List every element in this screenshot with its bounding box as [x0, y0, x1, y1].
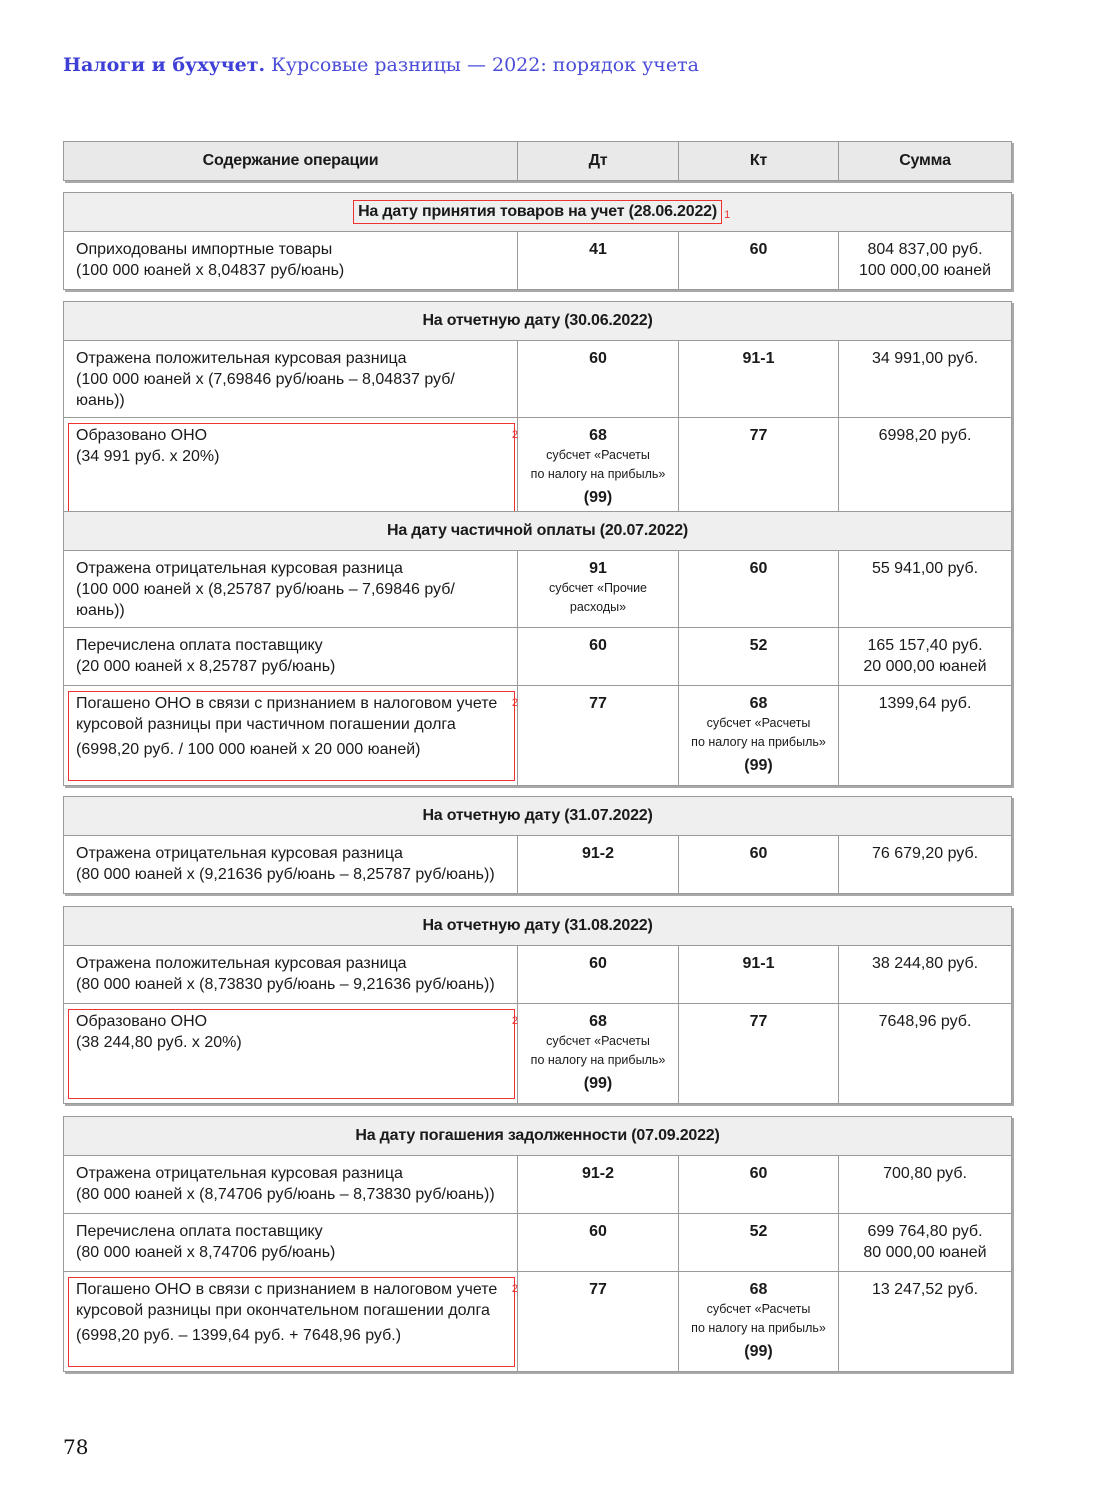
subaccount-line: субсчет «Прочие [548, 581, 648, 595]
amount-value: 38 244,80 руб. [871, 955, 979, 972]
operation-line: (38 244,80 руб. х 20%) [76, 1034, 242, 1051]
operation-line: (6998,20 руб. – 1399,64 руб. + 7648,96 руб.) [76, 1327, 402, 1344]
credit-account: 68 [749, 695, 768, 712]
posting-block [63, 906, 1012, 1104]
operation-line: Отражена положительная курсовая разница [76, 955, 407, 972]
subaccount-line: по налогу на прибыль» [691, 1321, 826, 1335]
amount-cell [839, 946, 1012, 1004]
credit-account: 60 [749, 1165, 768, 1182]
table-row [64, 836, 1012, 894]
amount-value: 13 247,52 руб. [871, 1281, 979, 1298]
operation-line: Образовано ОНО [76, 427, 208, 444]
debit-account: 41 [589, 241, 607, 258]
page-number: 78 [63, 1435, 89, 1459]
credit-cell [679, 628, 839, 686]
amount-value: 100 000,00 юаней [858, 262, 992, 279]
amount-cell [839, 418, 1012, 518]
operation-line: (20 000 юаней х 8,25787 руб/юань) [76, 658, 336, 675]
debit-account: 68 [589, 1013, 607, 1030]
credit-account: 52 [749, 637, 768, 654]
running-head [63, 54, 699, 76]
operation-line: Образовано ОНО [76, 1013, 208, 1030]
credit-account: 91-1 [742, 350, 775, 367]
amount-value: 1399,64 руб. [878, 695, 972, 712]
subaccount-code: (99) [744, 757, 773, 774]
operation-line: (80 000 юаней х 8,74706 руб/юань) [76, 1244, 336, 1261]
operation-cell [64, 232, 518, 290]
debit-cell [518, 628, 679, 686]
credit-cell [679, 341, 839, 418]
amount-cell [839, 551, 1012, 628]
subaccount-line: по налогу на прибыль» [530, 1053, 666, 1067]
column-header-amount: Сумма [839, 142, 1012, 181]
debit-account: 77 [589, 695, 607, 712]
subaccount-line: субсчет «Расчеты [546, 1034, 650, 1048]
posting-block [63, 511, 1012, 786]
operation-line: Погашено ОНО в связи с признанием в налоговом учете [76, 695, 498, 712]
amount-value: 6998,20 руб. [878, 427, 972, 444]
credit-account: 52 [749, 1223, 768, 1240]
amount-cell [839, 1214, 1012, 1272]
credit-account: 60 [749, 241, 768, 258]
block-title [64, 193, 1012, 232]
credit-account: 60 [749, 560, 768, 577]
subaccount-line: по налогу на прибыль» [691, 735, 826, 749]
operation-line: (34 991 руб. х 20%) [76, 448, 220, 465]
operation-cell [64, 418, 518, 518]
debit-cell [518, 418, 679, 518]
operation-cell [64, 551, 518, 628]
amount-value: 165 157,40 руб. [867, 637, 983, 654]
operation-line: Отражена отрицательная курсовая разница [76, 1165, 403, 1182]
debit-account: 91-2 [581, 1165, 615, 1182]
credit-account: 68 [749, 1281, 768, 1298]
credit-cell [679, 1272, 839, 1372]
debit-account: 60 [589, 1223, 607, 1240]
block-title: На отчетную дату (31.08.2022) [64, 907, 1012, 946]
table-row [64, 1214, 1012, 1272]
debit-cell [518, 1004, 679, 1104]
block-title: На дату частичной оплаты (20.07.2022) [64, 512, 1012, 551]
credit-cell [679, 686, 839, 786]
credit-cell [679, 1156, 839, 1214]
debit-account: 68 [589, 427, 607, 444]
table-row [64, 1004, 1012, 1104]
credit-account: 77 [749, 427, 768, 444]
amount-cell [839, 232, 1012, 290]
posting-block [63, 192, 1012, 290]
amount-cell [839, 1156, 1012, 1214]
operation-line: (80 000 юаней х (8,73830 руб/юань – 9,21636 руб/юань)) [76, 976, 495, 993]
column-header-credit: Кт [679, 142, 839, 181]
amount-value: 34 991,00 руб. [871, 350, 979, 367]
operation-cell [64, 686, 518, 786]
amount-cell [839, 341, 1012, 418]
debit-account: 60 [589, 637, 607, 654]
debit-cell [518, 686, 679, 786]
section-title: Налоги и бухучет. [63, 54, 266, 76]
credit-account: 60 [749, 845, 768, 862]
debit-account: 91 [589, 560, 607, 577]
debit-cell [518, 836, 679, 894]
table-row [64, 341, 1012, 418]
posting-block [63, 301, 1012, 518]
topic-title: Курсовые разницы — 2022: порядок учета [271, 54, 699, 76]
credit-cell [679, 551, 839, 628]
debit-cell [518, 1214, 679, 1272]
column-header-debit: Дт [518, 142, 679, 181]
credit-cell [679, 1004, 839, 1104]
block-title: На дату погашения задолженности (07.09.2022) [64, 1117, 1012, 1156]
credit-cell [679, 946, 839, 1004]
operation-line: Перечислена оплата поставщику [76, 637, 323, 654]
amount-value: 55 941,00 руб. [871, 560, 979, 577]
posting-block [63, 796, 1012, 894]
operation-line: Погашено ОНО в связи с признанием в налоговом учете [76, 1281, 498, 1298]
amount-cell [839, 628, 1012, 686]
amount-value: 700,80 руб. [883, 1165, 967, 1182]
credit-account: 91-1 [742, 955, 775, 972]
table-row [64, 1272, 1012, 1372]
operation-cell [64, 628, 518, 686]
block-title: На отчетную дату (30.06.2022) [64, 302, 1012, 341]
operation-cell [64, 1214, 518, 1272]
operation-cell [64, 836, 518, 894]
annotation-box [353, 200, 730, 224]
block-title-text: На дату принятия товаров на учет (28.06.2022) [358, 203, 717, 220]
table-row [64, 628, 1012, 686]
debit-cell [518, 551, 679, 628]
debit-account: 60 [589, 350, 607, 367]
operation-line: Оприходованы импортные товары [76, 241, 333, 258]
subaccount-line: расходы» [569, 600, 627, 614]
table-header [63, 141, 1012, 181]
credit-cell [679, 1214, 839, 1272]
operation-line: (6998,20 руб. / 100 000 юаней х 20 000 юаней) [76, 741, 421, 758]
operation-cell [64, 341, 518, 418]
subaccount-line: субсчет «Расчеты [706, 1302, 811, 1316]
subaccount-line: субсчет «Расчеты [706, 716, 811, 730]
amount-cell [839, 836, 1012, 894]
operation-line: (100 000 юаней х (8,25787 руб/юань – 7,69846 руб/юань)) [76, 581, 455, 619]
amount-cell [839, 1272, 1012, 1372]
subaccount-code: (99) [583, 489, 613, 506]
amount-value: 804 837,00 руб. [867, 241, 983, 258]
annotation-label: 2 [511, 1015, 518, 1027]
amount-value: 20 000,00 юаней [863, 658, 987, 675]
credit-cell [679, 418, 839, 518]
debit-cell [518, 1156, 679, 1214]
debit-account: 91-2 [581, 845, 615, 862]
table-row [64, 551, 1012, 628]
debit-cell [518, 1272, 679, 1372]
table-row [64, 946, 1012, 1004]
subaccount-code: (99) [744, 1343, 773, 1360]
subaccount-line: субсчет «Расчеты [546, 448, 650, 462]
credit-cell [679, 836, 839, 894]
table-row [64, 686, 1012, 786]
annotation-label: 2 [511, 697, 518, 709]
table-row [64, 1156, 1012, 1214]
annotation-label: 2 [511, 429, 518, 441]
operation-line: (100 000 юаней х 8,04837 руб/юань) [76, 262, 345, 279]
debit-account: 77 [589, 1281, 607, 1298]
amount-cell [839, 1004, 1012, 1104]
operation-line: (100 000 юаней х (7,69846 руб/юань – 8,04837 руб/юань)) [76, 371, 455, 409]
subaccount-line: по налогу на прибыль» [530, 467, 666, 481]
table-row [64, 232, 1012, 290]
block-title: На отчетную дату (31.07.2022) [64, 797, 1012, 836]
operation-line: Перечислена оплата поставщику [76, 1223, 323, 1240]
amount-cell [839, 686, 1012, 786]
subaccount-code: (99) [583, 1075, 613, 1092]
debit-cell [518, 946, 679, 1004]
operation-cell [64, 1004, 518, 1104]
operation-line: (80 000 юаней х (9,21636 руб/юань – 8,25787 руб/юань)) [76, 866, 495, 883]
operation-cell [64, 1156, 518, 1214]
column-header-operation: Содержание операции [64, 142, 518, 181]
debit-cell [518, 341, 679, 418]
operation-cell [64, 1272, 518, 1372]
operation-line: (80 000 юаней х (8,74706 руб/юань – 8,73830 руб/юань)) [76, 1186, 495, 1203]
operation-line: курсовой разницы при окончательном погашении долга [76, 1302, 490, 1319]
table-row [64, 418, 1012, 518]
annotation-label: 2 [511, 1283, 518, 1295]
operation-line: Отражена положительная курсовая разница [76, 350, 407, 367]
posting-block [63, 1116, 1012, 1372]
debit-account: 60 [589, 955, 607, 972]
amount-value: 699 764,80 руб. [867, 1223, 983, 1240]
amount-value: 7648,96 руб. [878, 1013, 972, 1030]
annotation-label: 1 [724, 209, 730, 221]
operation-cell [64, 946, 518, 1004]
operation-line: Отражена отрицательная курсовая разница [76, 560, 403, 577]
credit-cell [679, 232, 839, 290]
amount-value: 76 679,20 руб. [871, 845, 979, 862]
credit-account: 77 [749, 1013, 768, 1030]
operation-line: Отражена отрицательная курсовая разница [76, 845, 403, 862]
operation-line: курсовой разницы при частичном погашении долга [76, 716, 456, 733]
debit-cell [518, 232, 679, 290]
amount-value: 80 000,00 юаней [863, 1244, 987, 1261]
